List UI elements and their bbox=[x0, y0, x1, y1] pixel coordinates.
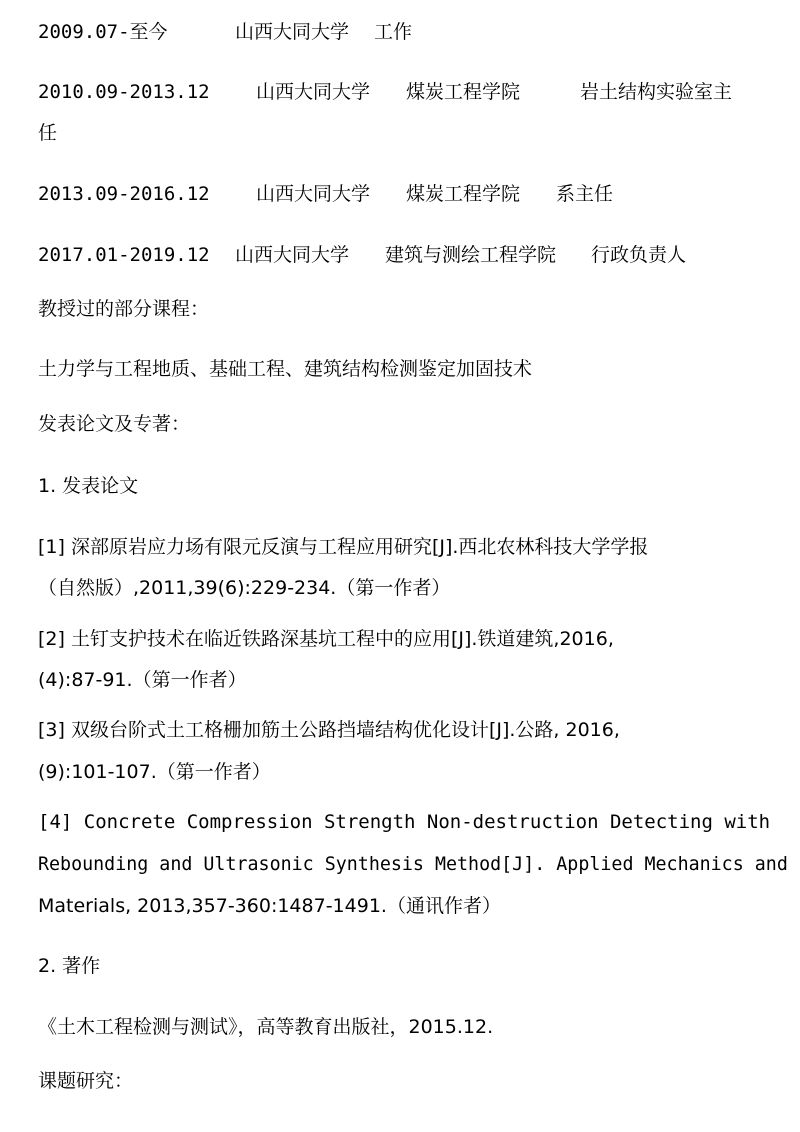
paper-4-line-2: Rebounding and Ultrasonic Synthesis Method[J]. Applied Mechanics and bbox=[38, 853, 788, 875]
role: 岩土结构实验室主 bbox=[580, 81, 733, 103]
period: 2013.09-2016.12 bbox=[38, 183, 210, 205]
role-continuation: 任 bbox=[38, 122, 58, 144]
paper-2-line-1: [2] 土钉支护技术在临近铁路深基坑工程中的应用[J].铁道建筑,2016, bbox=[38, 628, 614, 650]
role: 系主任 bbox=[556, 183, 614, 205]
courses-heading: 教授过的部分课程： bbox=[38, 298, 210, 320]
role: 行政负责人 bbox=[591, 244, 687, 266]
period: 2009.07-至今 bbox=[38, 21, 168, 43]
organization: 山西大同大学 bbox=[235, 21, 350, 43]
papers-heading: 1. 发表论文 bbox=[38, 475, 139, 497]
organization: 山西大同大学 bbox=[256, 183, 371, 205]
courses-text: 土力学与工程地质、基础工程、建筑结构检测鉴定加固技术 bbox=[38, 358, 533, 380]
paper-4-line-1: [4] Concrete Compression Strength Non-destruction Detecting with bbox=[38, 811, 771, 833]
department: 煤炭工程学院 bbox=[406, 81, 521, 103]
department: 煤炭工程学院 bbox=[406, 183, 521, 205]
paper-3-line-2: (9):101-107.（第一作者） bbox=[38, 761, 271, 783]
paper-1-line-1: [1] 深部原岩应力场有限元反演与工程应用研究[J].西北农林科技大学学报 bbox=[38, 536, 649, 558]
paper-1-line-2: （自然版）,2011,39(6):229-234.（第一作者） bbox=[38, 577, 451, 599]
organization: 山西大同大学 bbox=[256, 81, 371, 103]
organization: 山西大同大学 bbox=[235, 244, 350, 266]
paper-3-line-1: [3] 双级台阶式土工格栅加筋土公路挡墙结构优化设计[J].公路, 2016, bbox=[38, 719, 620, 741]
role: 工作 bbox=[374, 21, 413, 43]
period: 2017.01-2019.12 bbox=[38, 244, 210, 266]
publications-heading: 发表论文及专著： bbox=[38, 413, 191, 435]
period: 2010.09-2013.12 bbox=[38, 81, 210, 103]
books-heading: 2. 著作 bbox=[38, 955, 101, 977]
book-entry: 《土木工程检测与测试》，高等教育出版社，2015.12. bbox=[38, 1016, 494, 1038]
research-heading: 课题研究： bbox=[38, 1070, 134, 1092]
department: 建筑与测绘工程学院 bbox=[385, 244, 557, 266]
paper-4-line-3: Materials, 2013,357-360:1487-1491.（通讯作者） bbox=[38, 895, 501, 917]
paper-2-line-2: (4):87-91.（第一作者） bbox=[38, 669, 247, 691]
